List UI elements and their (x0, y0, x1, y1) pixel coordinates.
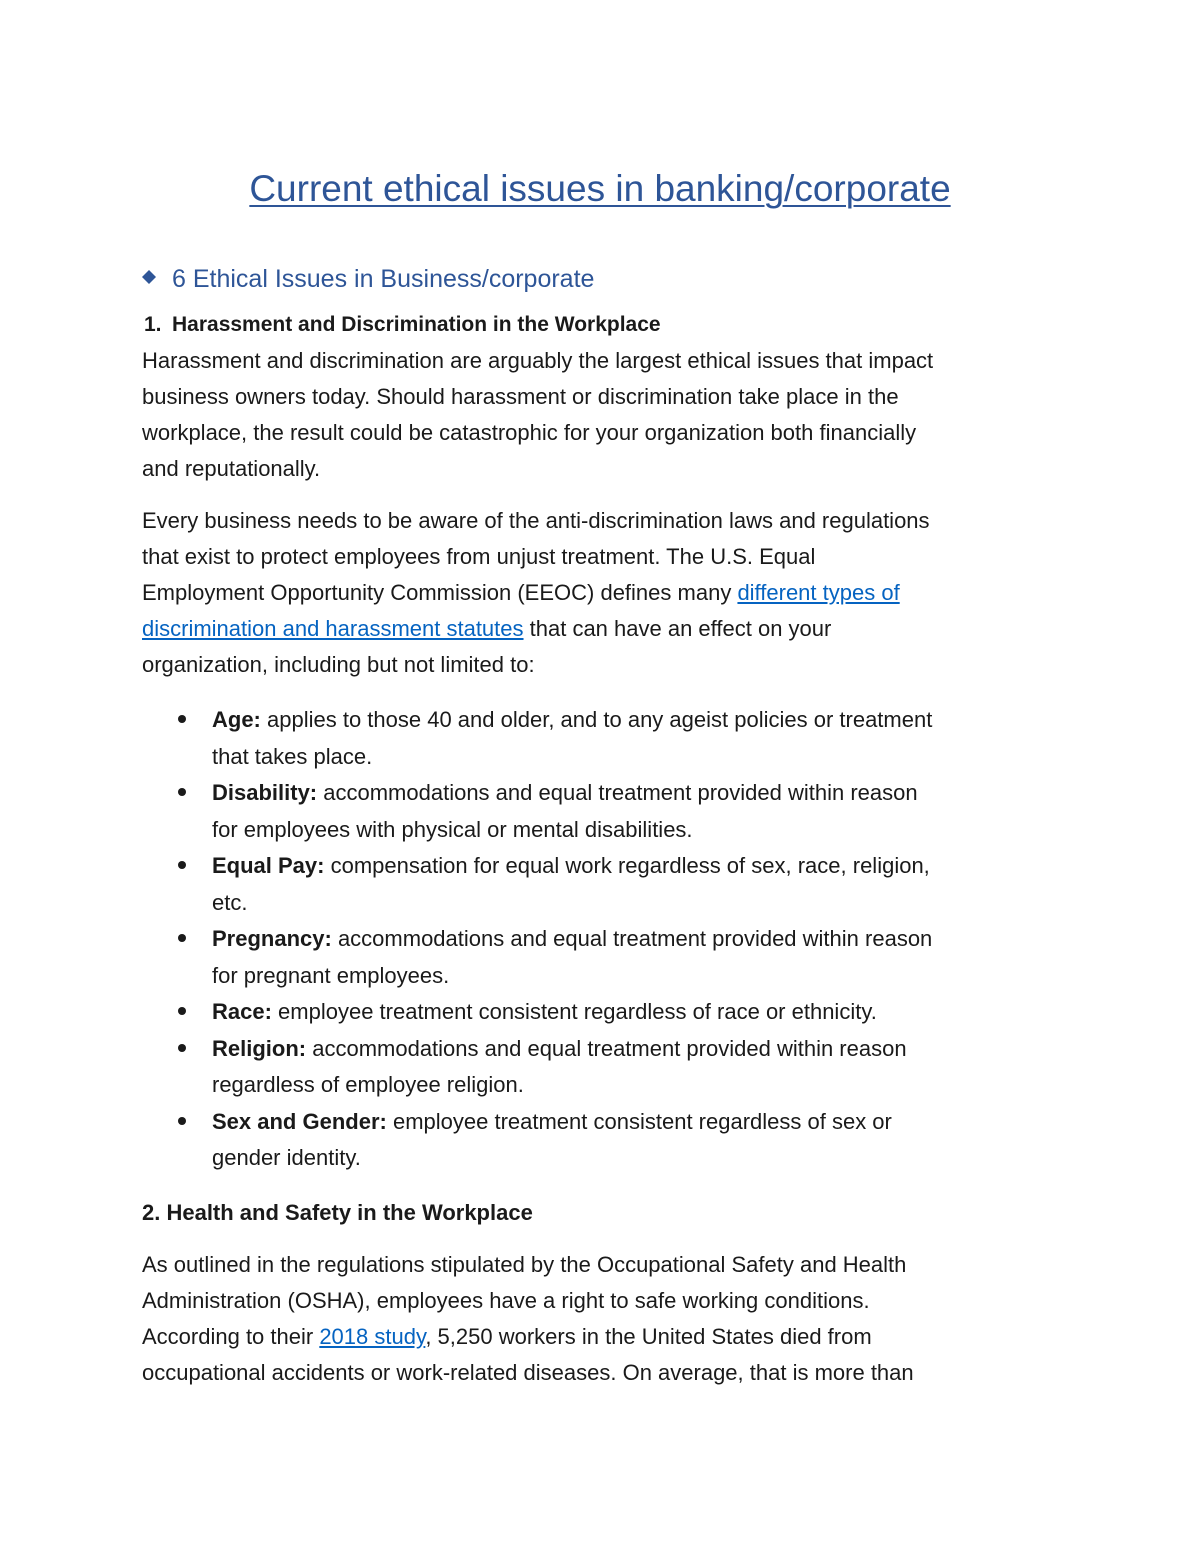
list-item-term: Race: (212, 999, 272, 1024)
paragraph-line: Harassment and discrimination are arguably the largest ethical issues that impact (142, 348, 934, 373)
paragraph-text: Employment Opportunity Commission (EEOC) defines many (142, 580, 738, 605)
osha-2018-study-link[interactable]: 2018 study (319, 1324, 426, 1349)
discrimination-types-list (142, 702, 1062, 1177)
list-item (142, 1031, 1062, 1104)
list-item-text: gender identity. (212, 1145, 361, 1170)
list-item (142, 775, 1062, 848)
paragraph-line: As outlined in the regulations stipulated by the Occupational Safety and Health (142, 1252, 907, 1277)
section-heading-text: 6 Ethical Issues in Business/corporate (172, 265, 595, 293)
paragraph-line: Every business needs to be aware of the anti-discrimination laws and regulations (142, 508, 930, 533)
list-item-text: etc. (212, 889, 248, 915)
paragraph-line: that exist to protect employees from unjust treatment. The U.S. Equal (142, 544, 816, 569)
issue-1-heading-text: Harassment and Discrimination in the Workplace (172, 313, 661, 336)
paragraph-line (142, 575, 1062, 611)
list-item (142, 1104, 1062, 1177)
list-item-term: Equal Pay: (212, 853, 325, 878)
paragraph-text: that can have an effect on your (523, 616, 832, 641)
paragraph-line: Administration (OSHA), employees have a right to safe working conditions. (142, 1288, 870, 1313)
discrimination-statutes-link-continued[interactable]: discrimination and harassment statutes (142, 616, 524, 641)
list-item (142, 848, 1062, 921)
list-item (142, 994, 1062, 1031)
list-item-text: for employees with physical or mental disabilities. (212, 816, 693, 842)
list-item-text: applies to those 40 and older, and to any ageist policies or treatment (260, 707, 933, 732)
paragraph-text: According to their (142, 1324, 320, 1349)
bullet-dot-icon (178, 788, 186, 796)
document-title: Current ethical issues in banking/corporate (249, 168, 951, 209)
issue-2-heading: 2. Health and Safety in the Workplace (142, 1200, 533, 1225)
issue-1-heading (144, 310, 661, 340)
diamond-bullet-icon (142, 270, 156, 284)
list-item-text: that takes place. (212, 743, 373, 769)
section-heading (172, 262, 594, 296)
list-item-term: Religion: (212, 1035, 307, 1061)
paragraph-line (142, 611, 1062, 647)
paragraph-line (142, 1319, 1062, 1355)
list-item-text: accommodations and equal treatment provided within reason (306, 1035, 907, 1061)
list-item-text: for pregnant employees. (212, 962, 450, 988)
list-item-text: accommodations and equal treatment provided within reason (317, 780, 918, 805)
list-item-term: Pregnancy: (212, 926, 332, 951)
list-item-text: employee treatment consistent regardless of sex or (386, 1108, 892, 1134)
bullet-dot-icon (178, 1044, 186, 1052)
issue-1-paragraph-2 (142, 503, 1062, 683)
bullet-dot-icon (178, 1117, 186, 1125)
paragraph-line: occupational accidents or work-related diseases. On average, that is more than (142, 1360, 914, 1385)
issue-1-paragraph-1 (142, 343, 1062, 487)
issue-2-paragraph (142, 1247, 1062, 1391)
bullet-dot-icon (178, 1007, 186, 1015)
list-item-term: Age: (212, 707, 261, 732)
bullet-dot-icon (178, 861, 186, 869)
list-item (142, 702, 1062, 775)
paragraph-line: workplace, the result could be catastrophic for your organization both financially (142, 420, 917, 445)
list-item-text: regardless of employee religion. (212, 1072, 524, 1097)
list-item-term: Disability: (212, 780, 318, 805)
bullet-dot-icon (178, 715, 186, 723)
paragraph-line: business owners today. Should harassment or discrimination take place in the (142, 384, 899, 409)
list-item-text: employee treatment consistent regardless of race or ethnicity. (271, 999, 877, 1024)
list-item (142, 921, 1062, 994)
paragraph-line: organization, including but not limited to: (142, 652, 535, 677)
paragraph-text: , 5,250 workers in the United States died from (425, 1324, 872, 1349)
discrimination-statutes-link[interactable]: different types of (737, 580, 900, 605)
issue-1-number: 1. (144, 313, 162, 336)
list-item-text: accommodations and equal treatment provided within reason (331, 926, 933, 951)
list-item-text: compensation for equal work regardless of sex, race, religion, (324, 853, 930, 878)
bullet-dot-icon (178, 934, 186, 942)
paragraph-line: and reputationally. (142, 456, 321, 481)
list-item-term: Sex and Gender: (212, 1108, 387, 1134)
